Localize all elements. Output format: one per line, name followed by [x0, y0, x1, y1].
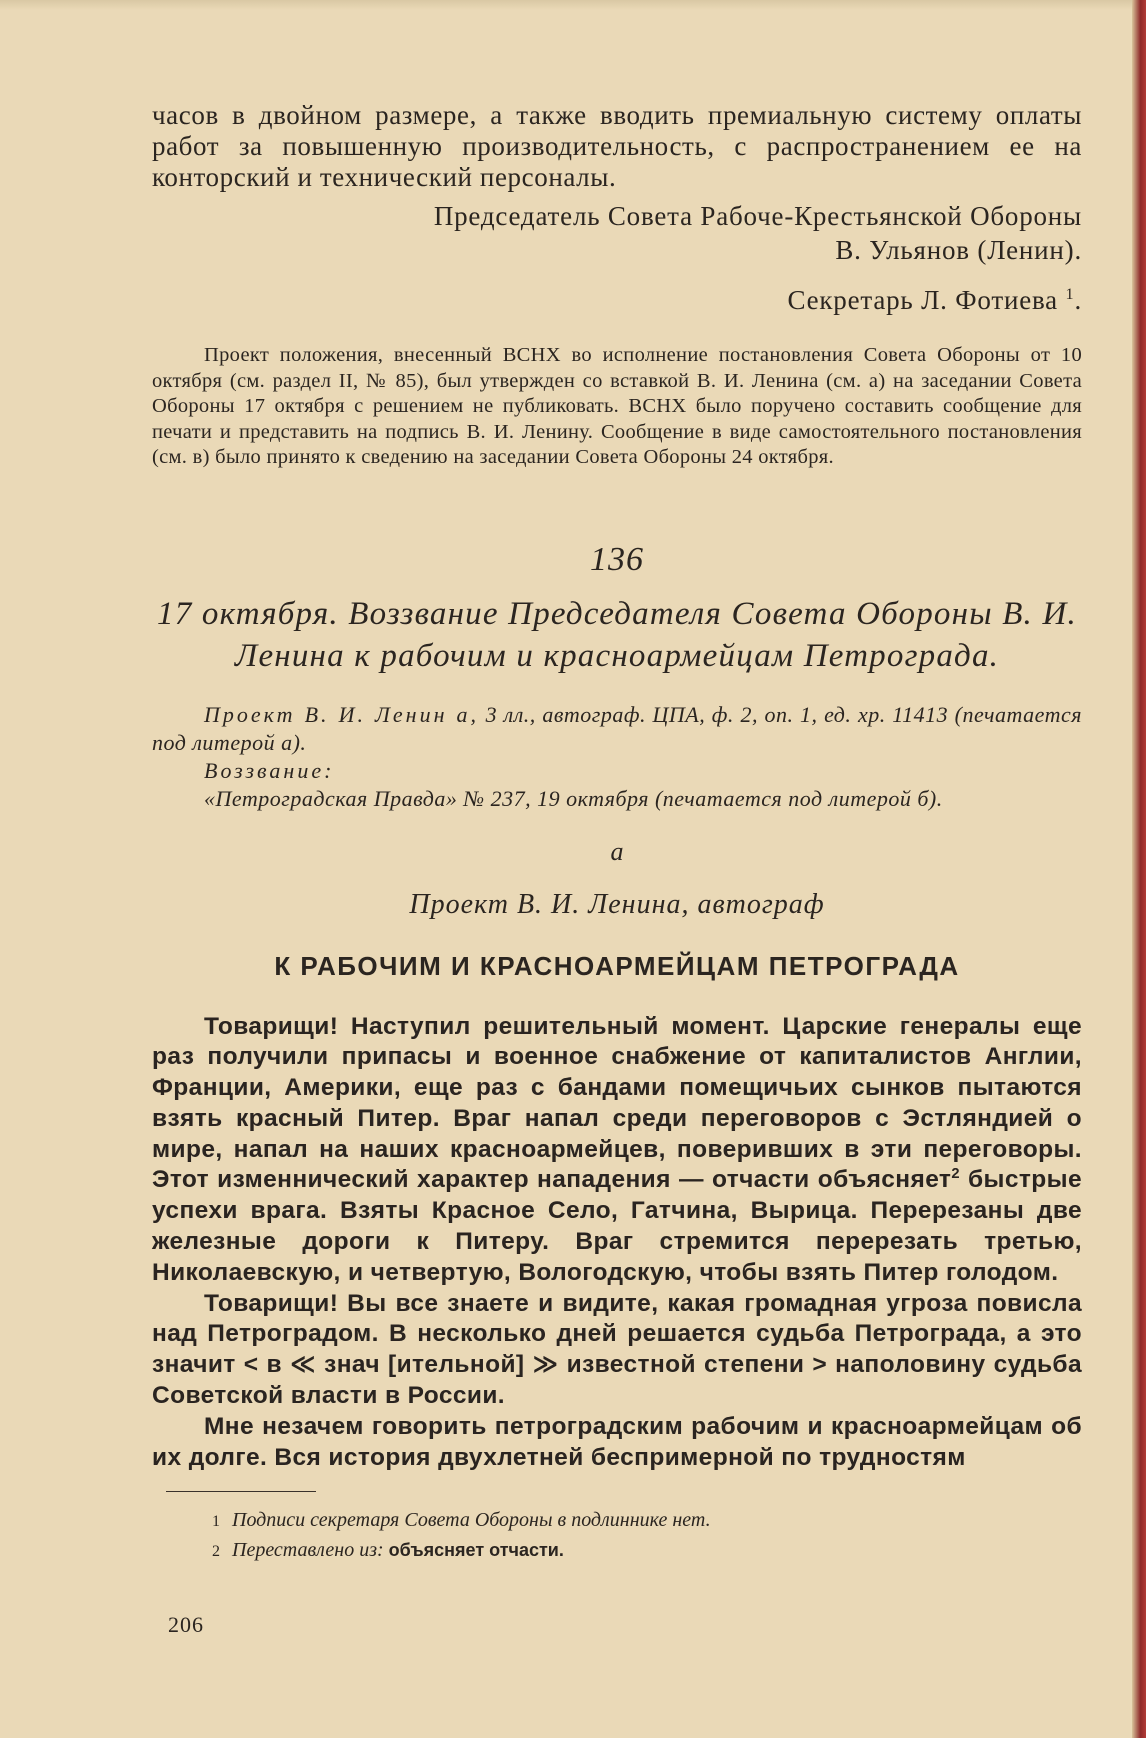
footnote-mark-2: 2	[951, 1166, 960, 1183]
source-2: «Петроградская Правда» № 237, 19 октября (печатается под литерой б).	[204, 785, 943, 811]
appeal-paragraph-1	[152, 1012, 1082, 1289]
document-title: 17 октября. Воззвание Председателя Совета Обороны В. И. Ленина к рабочим и красноармейцам Петрограда.	[157, 595, 1077, 674]
page-number: 206	[168, 1612, 204, 1637]
editorial-note: Проект положения, внесенный ВСНХ во исполнение постановления Совета Обороны от 10 октября (см. раздел II, № 85), был утвержден со вставкой В. И. Ленина (см. а) на заседании Совета Обороны 17 октября с решением не публиковать. ВСНХ было поручено составить сообщение для печати и представить на подпись В. И. Ленину. Сообщение в виде самостоятельного постановления (см. в) было принято к сведению на заседании Совета Обороны 24 октября.	[152, 344, 1082, 468]
footnote-divider	[166, 1491, 316, 1492]
section-letter: а	[610, 836, 624, 866]
footnote-mark-1: 1	[1065, 285, 1075, 303]
footnote-2-bold: объясняет отчасти.	[388, 1540, 564, 1561]
signature-line-1: Председатель Совета Рабоче-Крестьянской Обороны	[433, 201, 1082, 231]
book-spine-edge	[1132, 0, 1146, 1738]
opening-paragraph: часов в двойном размере, а также вводить премиальную систему оплаты работ за повышенную производительность, с распространением ее на конторский и технический персоналы.	[152, 100, 1082, 192]
page-top-shadow	[0, 0, 1146, 10]
appeal-p1-part-a: Товарищи! Наступил решительный момент. Царские генералы еще раз получили припасы и военное снабжение от капиталистов Англии, Франции, Америки, еще раз с бандами помещичьих сынков пытаются взять красный Питер. Враг напал среди переговоров с Эстляндией о мире, напал на наших красноармейцев, поверивших в эти переговоры. Этот изменнический характер нападения — отчасти объясняет	[152, 1012, 1082, 1194]
source-2-label: Воззвание:	[204, 757, 335, 783]
footnote-2-mark: 2	[212, 1543, 220, 1561]
appeal-p1-part-b: быстрые успехи врага. Взяты Красное Село, Гатчина, Вырица. Перерезаны две железные дороги к Питеру. Враг стремится перерезать третью, Николаевскую, и четвертую, Вологодскую, чтобы взять Питер голодом.	[152, 1166, 1082, 1286]
source-block	[152, 701, 1082, 813]
signature-line-2: В. Ульянов (Ленин).	[835, 235, 1082, 265]
source-1-label: Проект В. И. Ленин а,	[204, 701, 480, 727]
secretary-line	[152, 283, 1082, 317]
document-number: 136	[590, 540, 644, 578]
secretary-text: Секретарь Л. Фотиева	[787, 285, 1058, 315]
page-content	[152, 100, 1082, 1566]
footnote-1-text: Подписи секретаря Совета Обороны в подлиннике нет.	[232, 1509, 711, 1532]
appeal-paragraph-2: Товарищи! Вы все знаете и видите, какая громадная угроза повисла над Петроградом. В несколько дней решается судьба Петрограда, а это значит < в ≪ знач [ительной] ≫ известной степени > наполовину судьба Советской власти в России.	[152, 1289, 1082, 1410]
source-2-label-line	[152, 757, 1082, 785]
source-1-text: 3 лл., автограф. ЦПА, ф. 2, оп. 1, ед. хр. 11413 (печатается под литерой а).	[152, 701, 1082, 755]
secretary-end: .	[1074, 285, 1082, 315]
signature-block	[152, 199, 1082, 317]
footnote-2	[212, 1536, 1082, 1566]
footnote-2-text: Переставлено из:	[232, 1539, 384, 1562]
footnote-1-mark: 1	[212, 1513, 220, 1531]
footnote-1	[212, 1506, 1082, 1536]
appeal-heading: К РАБОЧИМ И КРАСНОАРМЕЙЦАМ ПЕТРОГРАДА	[274, 950, 960, 981]
section-subtitle: Проект В. И. Ленина, автограф	[409, 888, 825, 920]
appeal-paragraph-3: Мне незачем говорить петроградским рабочим и красноармейцам об их долге. Вся история двухлетней беспримерной по трудностям	[152, 1412, 1082, 1471]
source-1	[152, 701, 1082, 757]
